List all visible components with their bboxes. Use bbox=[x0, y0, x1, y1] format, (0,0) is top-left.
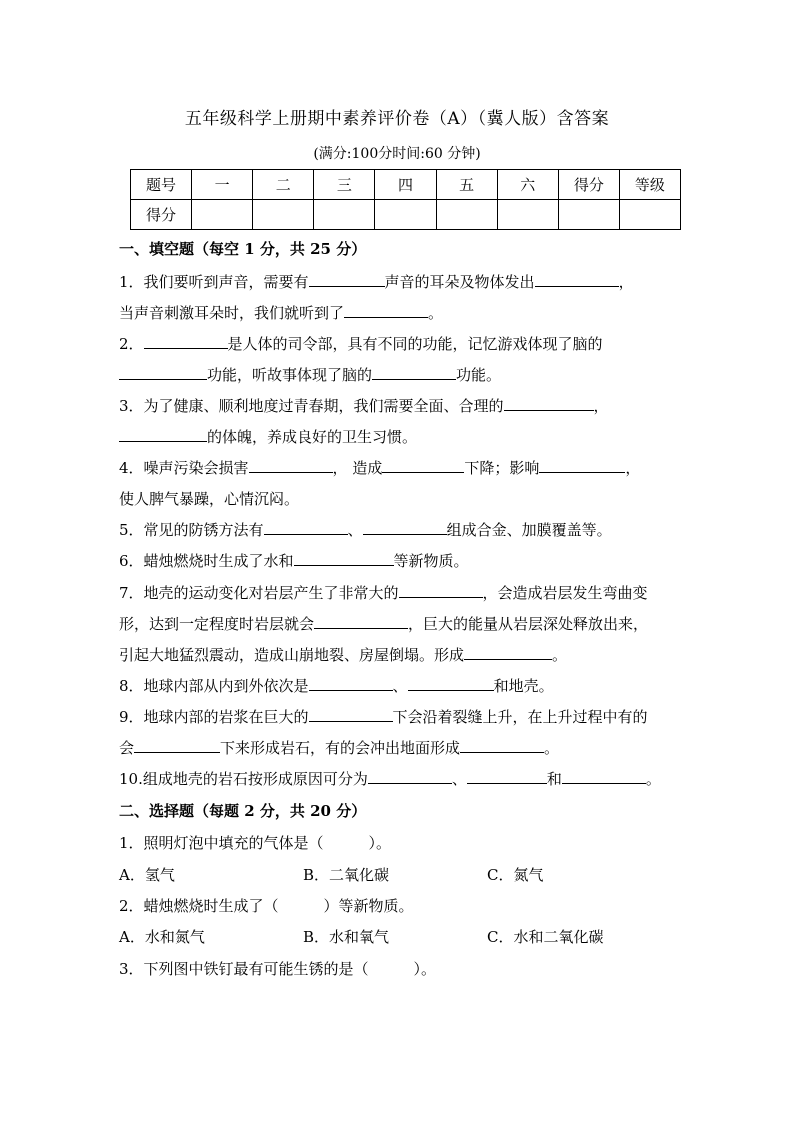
question-line bbox=[119, 364, 501, 385]
section1-heading: 一、填空题（每空 1 分，共 25 分） bbox=[119, 240, 367, 258]
question-line bbox=[119, 644, 567, 665]
answer-blank[interactable] bbox=[309, 271, 385, 287]
answer-blank[interactable] bbox=[562, 768, 646, 784]
question-line bbox=[119, 613, 648, 634]
question-text: 5．常见的防锈方法有 bbox=[119, 521, 264, 539]
question-line bbox=[119, 426, 417, 447]
question-text: 和地壳。 bbox=[493, 677, 554, 695]
question-text: 2． bbox=[119, 335, 144, 353]
answer-blank[interactable] bbox=[372, 364, 456, 380]
answer-blank[interactable] bbox=[399, 582, 483, 598]
question-text: 。 bbox=[544, 739, 560, 757]
answer-blank[interactable] bbox=[539, 457, 625, 473]
question-text: 8．地球内部从内到外依次是 bbox=[119, 677, 309, 695]
question-text: 9．地球内部的岩浆在巨大的 bbox=[119, 708, 309, 726]
options-line bbox=[119, 926, 603, 947]
page-title: 五年级科学上册期中素养评价卷（A）（冀人版）含答案 bbox=[184, 109, 610, 129]
answer-blank[interactable] bbox=[119, 364, 207, 380]
question-text: 。 bbox=[552, 646, 568, 664]
question-text: 3．为了健康、顺利地度过青春期，我们需要全面、合理的 bbox=[119, 397, 504, 415]
option-a[interactable]: A．水和氮气 bbox=[119, 928, 205, 946]
answer-blank[interactable] bbox=[504, 395, 594, 411]
score-cell bbox=[375, 200, 436, 230]
score-cell bbox=[497, 200, 558, 230]
question-text: 4．噪声污染会损害 bbox=[119, 459, 249, 477]
page-subtitle: (满分:100分时间:60 分钟) bbox=[313, 146, 481, 162]
answer-blank[interactable] bbox=[264, 519, 348, 535]
question-text: 下来形成岩石，有的会冲出地面形成 bbox=[220, 739, 461, 757]
question-line bbox=[119, 395, 609, 416]
score-table bbox=[130, 169, 681, 230]
question-text: 6．蜡烛燃烧时生成了水和 bbox=[119, 552, 294, 570]
question-text: 组成合金、加膜覆盖等。 bbox=[446, 521, 612, 539]
question-text: 、 bbox=[347, 521, 363, 539]
option-b[interactable]: B．二氧化碳 bbox=[303, 866, 390, 884]
answer-blank[interactable] bbox=[294, 550, 394, 566]
question-text: ，巨大的能量从岩层深处释放出来， bbox=[408, 615, 649, 633]
answer-blank[interactable] bbox=[368, 768, 452, 784]
score-table-cell: 一 bbox=[192, 170, 253, 200]
answer-blank[interactable] bbox=[309, 675, 393, 691]
answer-blank[interactable] bbox=[535, 271, 619, 287]
answer-blank[interactable] bbox=[119, 426, 207, 442]
question-text: 10.组成地壳的岩石按形成原因可分为 bbox=[119, 770, 368, 788]
question-text: ， bbox=[593, 397, 609, 415]
option-a[interactable]: A．氢气 bbox=[119, 866, 175, 884]
question-text: 功能，听故事体现了脑的 bbox=[207, 366, 373, 384]
answer-blank[interactable] bbox=[467, 768, 547, 784]
question-text: 的体魄，养成良好的卫生习惯。 bbox=[207, 428, 418, 446]
answer-blank[interactable] bbox=[144, 333, 228, 349]
question-text: 会 bbox=[119, 739, 135, 757]
score-table-header-row bbox=[131, 170, 681, 200]
question-text: 引起大地猛烈震动，造成山崩地裂、房屋倒塌。形成 bbox=[119, 646, 465, 664]
question-text: 声音的耳朵及物体发出 bbox=[384, 273, 535, 291]
answer-blank[interactable] bbox=[249, 457, 333, 473]
question-text: 使人脾气暴躁，心情沉闷。 bbox=[119, 490, 300, 508]
score-cell bbox=[558, 200, 619, 230]
answer-blank[interactable] bbox=[464, 644, 552, 660]
question-text: 形，达到一定程度时岩层就会 bbox=[119, 615, 315, 633]
question-line bbox=[119, 488, 299, 509]
question-line bbox=[119, 706, 648, 727]
question-line bbox=[119, 333, 603, 354]
answer-blank[interactable] bbox=[344, 302, 428, 318]
question-text: ， bbox=[618, 273, 634, 291]
question-text: 。 bbox=[428, 304, 444, 322]
score-cell bbox=[436, 200, 497, 230]
question-text: ，会造成岩层发生弯曲变 bbox=[482, 584, 648, 602]
score-table-cell: 等级 bbox=[619, 170, 680, 200]
answer-blank[interactable] bbox=[408, 675, 494, 691]
question-text: 。 bbox=[645, 770, 661, 788]
score-table-cell: 二 bbox=[253, 170, 314, 200]
question-line: 1．照明灯泡中填充的气体是（ ）。 bbox=[119, 834, 392, 852]
option-b[interactable]: B．水和氧气 bbox=[303, 928, 390, 946]
question-text: 和 bbox=[546, 770, 562, 788]
answer-blank[interactable] bbox=[309, 706, 393, 722]
question-text: 下会沿着裂缝上升，在上升过程中有的 bbox=[392, 708, 648, 726]
option-c[interactable]: C．氮气 bbox=[487, 866, 544, 884]
question-line bbox=[119, 768, 661, 789]
score-table-cell: 六 bbox=[497, 170, 558, 200]
score-cell bbox=[314, 200, 375, 230]
question-text: 是人体的司令部，具有不同的功能，记忆游戏体现了脑的 bbox=[227, 335, 603, 353]
question-line bbox=[119, 271, 634, 292]
options-line bbox=[119, 864, 543, 885]
question-text: ， 造成 bbox=[332, 459, 383, 477]
question-line bbox=[119, 457, 640, 478]
score-cell bbox=[619, 200, 680, 230]
answer-blank[interactable] bbox=[460, 737, 544, 753]
question-line: 2．蜡烛燃烧时生成了（ ）等新物质。 bbox=[119, 897, 414, 915]
question-line bbox=[119, 302, 443, 323]
question-text: 、 bbox=[392, 677, 408, 695]
score-table-cell: 三 bbox=[314, 170, 375, 200]
question-line bbox=[119, 519, 612, 540]
score-cell bbox=[253, 200, 314, 230]
section2-heading: 二、选择题（每题 2 分，共 20 分） bbox=[119, 802, 367, 820]
score-table-score-row bbox=[131, 200, 681, 230]
question-text: 当声音刺激耳朵时，我们就听到了 bbox=[119, 304, 345, 322]
option-c[interactable]: C．水和二氧化碳 bbox=[487, 928, 604, 946]
question-text: 、 bbox=[451, 770, 467, 788]
question-text: ， bbox=[625, 459, 641, 477]
question-text: 功能。 bbox=[456, 366, 502, 384]
question-line bbox=[119, 675, 554, 696]
answer-blank[interactable] bbox=[363, 519, 447, 535]
answer-blank[interactable] bbox=[314, 613, 408, 629]
score-table-cell: 题号 bbox=[131, 170, 192, 200]
answer-blank[interactable] bbox=[382, 457, 464, 473]
score-table-cell: 四 bbox=[375, 170, 436, 200]
score-cell bbox=[192, 200, 253, 230]
question-text: 7．地壳的运动变化对岩层产生了非常大的 bbox=[119, 584, 399, 602]
question-text: 1．我们要听到声音，需要有 bbox=[119, 273, 309, 291]
question-line bbox=[119, 737, 559, 758]
score-table-row-label: 得分 bbox=[131, 200, 192, 230]
score-table-cell: 得分 bbox=[558, 170, 619, 200]
question-line bbox=[119, 550, 469, 571]
question-text: 下降；影响 bbox=[464, 459, 540, 477]
answer-blank[interactable] bbox=[134, 737, 220, 753]
question-text: 等新物质。 bbox=[393, 552, 469, 570]
question-line bbox=[119, 582, 648, 603]
question-line: 3．下列图中铁钉最有可能生锈的是（ ）。 bbox=[119, 960, 437, 978]
score-table-cell: 五 bbox=[436, 170, 497, 200]
